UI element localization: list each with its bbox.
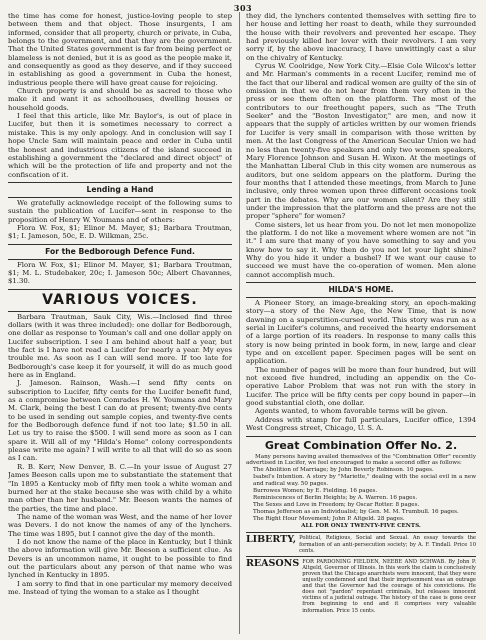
list-item: Isabel's Intention. A story by "Mariette," dealing with the social evil in a new and radical way. 50 pages. bbox=[253, 474, 476, 488]
list-item: Reminiscences of Berlin Heights; by A. Warren. 16 pages. bbox=[253, 494, 418, 501]
voice-trautman: Barbara Trautman, Sauk City, Wis.—Inclosed find three dollars (with it was three included): one dollar for Bedborough, one dollar as response to Youman's call and one dollar apply on Lucifer subscription. I see I am behind about half a year, but the fact is I have not read a Lucifer for nearly a year. My eyes trouble me. As soon as I can will send more. If too late for Bedborough's case keep it for yourself, it will do as much good here as in England. bbox=[8, 312, 232, 380]
hilda-paragraph-2: The number of pages will be more than four hundred, but will not exceed five hundred, including an appendix on the Co-operative Labor Problem that was not run with the story in Lucifer. The price will be fifty cents per copy bound in paper—in good substantial cloth, one dollar. bbox=[246, 365, 476, 408]
voice-kerr: R. B. Kerr, New Denver, B. C.—In your issue of August 27 James Beeson calls upon me to substantiate the statement that "In 1895 a Kentucky mob of fifty men took a white woman and burned her at the stake because she was with child by a white man other than her husband." Mr. Beeson wants the names of the parties, the time and place. bbox=[8, 462, 232, 513]
offer-price: ALL FOR ONLY TWENTY-FIVE CENTS. bbox=[301, 522, 421, 529]
left-paragraph-3: I feel that this article, like Mr. Baylor's, is out of place in Lucifer, but then it is sometimes necessary to correct a mistake. This is my only apology. And in conclusion will say I hope Uncle Sam will maintain peace and order in Cuba until the honest and industrious citizens of the island succeed in establishing a government the "declared and direct object" of which will be the protection of life and property and not the confiscation of it. bbox=[8, 112, 232, 179]
liberty-ad-text: Political, Religious, Social and Sexual. An essay towards the formation of an anti-persecution society; by A. F. Tindall. Price 10 cents. bbox=[299, 535, 476, 554]
right-column bbox=[246, 12, 476, 636]
voice-kerr-4: I am sorry to find that in one particular my memory deceived me. Instead of tying the woman to a stake as I thought bbox=[8, 579, 232, 596]
liberty-ad-title: LIBERTY, bbox=[246, 534, 297, 546]
list-item: The Right Hour Movement; John P. Altgeld. 28 pages. bbox=[253, 515, 405, 522]
divider bbox=[8, 197, 232, 198]
left-column bbox=[8, 12, 232, 636]
divider bbox=[246, 556, 476, 557]
lending-heading: Lending a Hand bbox=[86, 184, 154, 194]
list-item: Thomas Jefferson as an Individualist; by Gen. M. M. Trumbull. 16 pages. bbox=[253, 508, 459, 515]
voice-coolridge-2: Come sisters, let us hear from you. Do not let men monopolize the platform. I do not like a movement where women are not "in it." I am sure that many of you have something to say and you know how to say it. Why then do you not let your light shine? Why do you hide it under a bushel? If we want our cause to succeed we must have the co-operation of women. Men alone cannot accomplish much. bbox=[246, 220, 476, 279]
reasons-ad bbox=[246, 559, 476, 614]
reasons-ad-title: REASONS bbox=[246, 557, 300, 569]
bedborough-donors: Flora W. Fox, $1; Elinor M. Mayer, $1; Barbara Troutman, $1; M. L. Studebaker, 20c; I. Jameson 50c; Albert Chavannes, $1.30. bbox=[8, 260, 232, 286]
list-item: The Abolition of Marriage; by John Beverly Robinson. 10 pages. bbox=[253, 467, 434, 474]
column-divider bbox=[239, 12, 240, 634]
bedborough-heading: For the Bedborough Defence Fund. bbox=[45, 246, 195, 256]
hildas-home-heading: HILDA'S HOME. bbox=[328, 285, 394, 294]
offer-list bbox=[246, 467, 476, 522]
voice-coolridge: Cyrus W. Coolridge, New York City.—Elsie Cole Wilcox's letter and Mr. Harman's comments in a recent Lucifer, remind me of the fact that our liberal and radical women are guilty of the sin of omission in that we do not hear from them very often in the press or see them often on the platform. The most of the contributors to our freethought papers, such as "The Truth Seeker" and the "Boston Investigator," are men, and now it appears that the supply of articles written by our women friends for Lucifer is very small in comparison with those written by men. At the last Congress of the American Secular Union we had no less than twenty-five speakers and only two women speakers, Mary Florence Johnson and Susan H. Wixon. At the meetings of the Manhattan Liberal Club in this city women are numerous as auditors, but one seldom appears on the platform. During the four months that I attended these meetings, from March to June inclusive, only three women upon three different occasions took part in the debates. Why are our women silent? Are they still under the impression that the platform and the press are not the proper "sphere" for women? bbox=[246, 62, 476, 221]
lending-text: We gratefully acknowledge receipt of the following sums to sustain the publication of Lucifer—sent in response to the proposition of Henry W. Youmans and of others: bbox=[8, 198, 232, 224]
divider bbox=[246, 436, 476, 437]
divider bbox=[8, 244, 232, 245]
various-voices-heading: VARIOUS VOICES. bbox=[42, 291, 198, 308]
divider bbox=[246, 532, 476, 533]
hilda-paragraph-4: Address with stamp for full particulars, Lucifer office, 1394 West Congress street, Chicago, U. S. A. bbox=[246, 415, 476, 433]
hilda-paragraph-1: A Pioneer Story, an image-breaking story, an epoch-making story—a story of the New Age, the New Time, that is now dawning on a superstition-cursed world. This story was run as a serial in Lucifer's columns, and received the hearty endorsement of a large portion of its readers. In response to many calls this story is now being printed in book form, in new, large and clear type and on excellent paper. Specimen pages will be sent on application. bbox=[246, 299, 476, 366]
lending-donors: Flora W. Fox, $1; Elinor M. Mayer, $1; Barbara Troutman, $1; I. Jameson, 50c, E. D. Wilkman, 25c. bbox=[8, 223, 232, 241]
divider bbox=[8, 311, 232, 312]
divider bbox=[246, 297, 476, 298]
divider bbox=[8, 289, 232, 290]
voice-kerr-2: The name of the woman was West, and the name of her lover was Devers. I do not know the names of any of the lynchers. The time was 1895, but I cannot give the day of the month. bbox=[8, 512, 232, 538]
divider bbox=[246, 282, 476, 283]
combination-offer-heading: Great Combination Offer No. 2. bbox=[264, 438, 458, 452]
page-number: 303 bbox=[233, 3, 253, 13]
voice-jameson: J. Jameson. Rainson, Wash.—I send fifty cents on subscription to Lucifer, fifty cents for the Lucifer benefit fund, as a compromise between Comrades H. W. Youmans and Mary M. Clark, being the best I can do at present; twenty-five cents to be used in sending out sample copies, and twenty-five cents for the Bedborough defence fund if not too late; $1.50 in all. Let us try to raise the $500. I will send more as soon as I can spare it. Will all of my "Hilda's Home" colony correspondents please write me again? I will write to all that will do so as soon as I can. bbox=[8, 379, 232, 463]
combination-offer-text: Many persons having availed themselves of the "Combination Offer" recently advertised in Lucifer, we feel encouraged to make a second offer as follows: bbox=[246, 453, 476, 467]
left-paragraph-2: Church property is and should be as sacred to those who make it and want it as schoolhouses, dwelling houses or household goods. bbox=[8, 87, 232, 112]
divider bbox=[8, 259, 232, 260]
list-item: The Sexes and Love in Freedom; by Oscar Rotter. 8 pages. bbox=[253, 501, 420, 508]
right-paragraph-1: they did, the lynchers contented themselves with setting fire to her house and letting her roast to death, while they surrounded the house with their revolvers and prevented her escape. They had previously killed her lover with their revolvers. I am very sorry if, by the above inaccuracy, I have unwittingly cast a slur on the chivalry of Kentucky. bbox=[246, 12, 476, 62]
voice-kerr-3: I do not know the name of the place in Kentucky, but I think the above information will give Mr. Beeson a sufficient clue. As Devers is an uncommon name, it ought to be possible to find out the particulars about any person of that name who was lynched in Kentucky in 1895. bbox=[8, 537, 232, 580]
list-item: Burrowes Women; by E. Fielding. 16 pages. bbox=[253, 488, 378, 495]
left-paragraph-1: the time has come for honest, justice-loving people to step between them and that object. Those insurgents, I am informed, consider that all property, church or private, in Cuba, belongs to the government, and that they are the government. That the United States government is far from being perfect or blameless is not denied, but it is as good as the people make it, and consequently as good as they deserve, and if they succeed in establishing as good a government in Cuba the honest, industrious people there will have great cause for rejoicing. bbox=[8, 12, 232, 87]
liberty-ad bbox=[246, 535, 476, 553]
reasons-ad-text: FOR PARDONING FIELDEN, NEEBE AND SCHWAB. By John P. Altgeld, Governor of Illinois. In this work the claim is conclusively proven that the Chicago anarchists were innocent, that they were unjustly condemned and that their imprisonment was an outrage and that the Governor had the courage of his convictions. He does not "pardon" repentant criminals, but releases innocent victims of a judicial outrage. The history of the case is gone over from beginning to end and it comprises very valuable information. Price 15 cents. bbox=[302, 558, 476, 614]
divider bbox=[8, 182, 232, 183]
hilda-paragraph-3: Agents wanted, to whom favorable terms will be given. bbox=[255, 407, 448, 416]
